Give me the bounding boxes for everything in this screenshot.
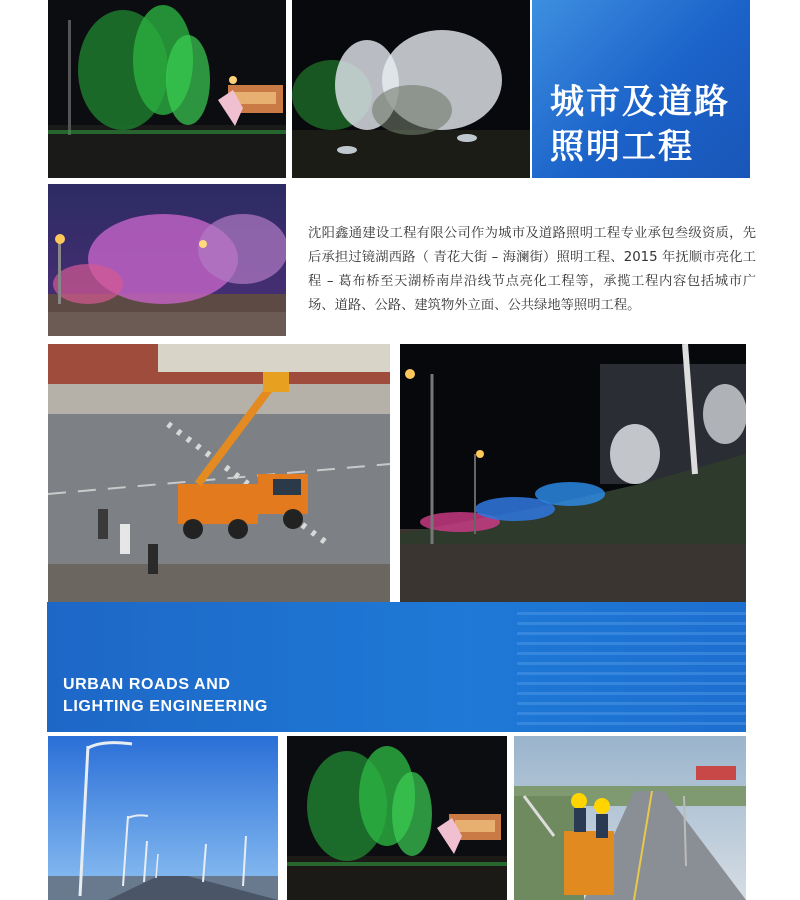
photo-white-tree-night <box>292 0 530 178</box>
intro-paragraph: 沈阳鑫通建设工程有限公司作为城市及道路照明工程专业承包叁级资质，先后承担过镜湖西路（ 青花大街 – 海澜街）照明工程、2015 年抚顺市亮化工程 – 葛布桥至天湖桥南岸沿线节点亮化工程等，承揽工程内容包括城市广场、道路、公路、建筑物外立面、公共绿地等照明工程。 <box>308 226 756 313</box>
photo-crane-truck-street <box>48 344 390 602</box>
section-title-line2: 照明工程 <box>550 127 694 167</box>
banner-line2: LIGHTING ENGINEERING <box>63 698 268 715</box>
photo-green-trees-night-2 <box>287 736 507 900</box>
photo-colorful-street-night <box>400 344 746 602</box>
english-title-banner <box>47 602 746 732</box>
section-title-block <box>532 0 750 178</box>
photo-workers-street-light <box>514 736 746 900</box>
photo-green-trees-night <box>48 0 286 178</box>
stripe-pattern <box>517 610 746 728</box>
photo-street-lamps-daytime <box>48 736 278 900</box>
photo-purple-trees-night <box>48 184 286 336</box>
section-title-line1: 城市及道路 <box>550 82 730 122</box>
banner-line1: URBAN ROADS AND <box>63 676 231 693</box>
